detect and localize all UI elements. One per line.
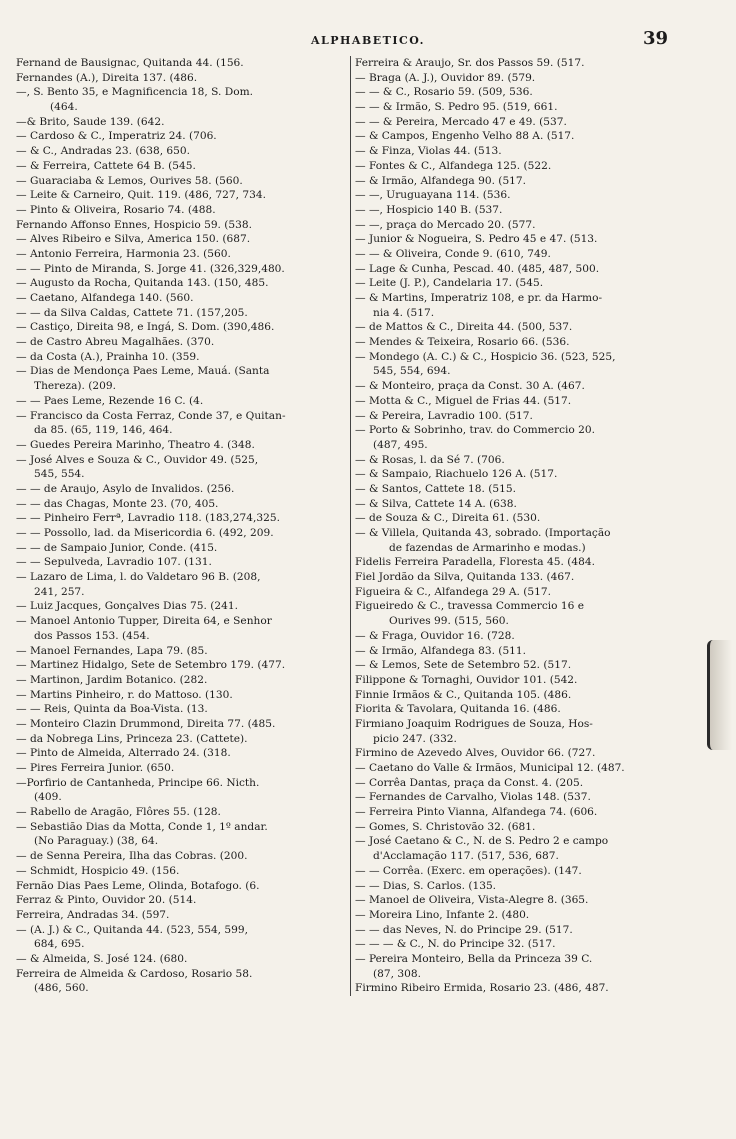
right-column xyxy=(350,56,695,996)
directory-entry-line: — Motta & C., Miguel de Frias 44. (517. xyxy=(355,394,572,407)
directory-entry-line: — Fontes & C., Alfandega 125. (522. xyxy=(355,159,552,172)
directory-entry-line: nia 4. (517. xyxy=(373,306,435,319)
directory-entry-line: — — de Araujo, Asylo de Invalidos. (256. xyxy=(16,482,235,495)
directory-entry-line: — — Corrêa. (Exerc. em operações). (147. xyxy=(355,864,582,877)
directory-entry-line: — Rabello de Aragão, Flôres 55. (128. xyxy=(16,806,221,819)
directory-entry-line: — (A. J.) & C., Quitanda 44. (523, 554, 599, xyxy=(16,923,249,936)
directory-entry-line: — — das Chagas, Monte 23. (70, 405. xyxy=(16,497,219,510)
directory-entry-line: — & Pereira, Lavradio 100. (517. xyxy=(355,409,533,422)
directory-entry-line: 684, 695. xyxy=(34,938,85,951)
directory-entry-line: — — & Oliveira, Conde 9. (610, 749. xyxy=(355,247,551,260)
directory-entry-line: Ferraz & Pinto, Ouvidor 20. (514. xyxy=(16,894,197,907)
directory-entry-line: Firmiano Joaquim Rodrigues de Souza, Hos- xyxy=(355,717,593,730)
directory-entry-line: —& Brito, Saude 139. (642. xyxy=(16,115,165,128)
directory-entry-line: 241, 257. xyxy=(34,585,85,598)
directory-entry-line: — —, praça do Mercado 20. (577. xyxy=(355,218,536,231)
directory-entry-line: — & Monteiro, praça da Const. 30 A. (467. xyxy=(355,380,585,393)
directory-entry-line: Finnie Irmãos & C., Quitanda 105. (486. xyxy=(355,688,572,701)
running-title: ALPHABETICO. xyxy=(310,34,425,47)
directory-entry-line: — Castiço, Direita 98, e Ingá, S. Dom. (390,486. xyxy=(16,321,275,334)
directory-entry-line: — da Costa (A.), Prainha 10. (359. xyxy=(16,350,200,363)
directory-entry-line: — José Alves e Souza & C., Ouvidor 49. (525, xyxy=(16,453,259,466)
directory-entry-line: de fazendas de Armarinho e modas.) xyxy=(389,541,586,554)
directory-entry-line: — & Fraga, Ouvidor 16. (728. xyxy=(355,629,515,642)
directory-entry-line: — Mondego (A. C.) & C., Hospicio 36. (523, 525, xyxy=(355,350,616,363)
directory-entry-line: Fidelis Ferreira Paradella, Floresta 45. (484. xyxy=(355,556,595,569)
directory-entry-line: — — Paes Leme, Rezende 16 C. (4. xyxy=(16,394,204,407)
directory-entry-line: dos Passos 153. (454. xyxy=(34,629,150,642)
directory-entry-line: 545, 554, 694. xyxy=(373,365,451,378)
directory-entry-line: — Pinto de Almeida, Alterrado 24. (318. xyxy=(16,747,231,760)
directory-entry-line: — —, Uruguayana 114. (536. xyxy=(355,189,511,202)
directory-entry-line: — José Caetano & C., N. de S. Pedro 2 e campo xyxy=(355,835,609,848)
directory-entry-line: — Sebastião Dias da Motta, Conde 1, 1º andar. xyxy=(16,820,268,833)
directory-entry-line: — & Martins, Imperatriz 108, e pr. da Harmo- xyxy=(355,292,603,304)
directory-entry-line: —Porfirio de Cantanheda, Principe 66. Nicth. xyxy=(16,776,260,789)
directory-entry-line: Fiorita & Tavolara, Quitanda 16. (486. xyxy=(355,703,561,716)
directory-entry-line: Ferreira de Almeida & Cardoso, Rosario 58. xyxy=(16,967,253,980)
directory-entry-line: (87, 308. xyxy=(373,967,421,980)
directory-entry-line: Filippone & Tornaghi, Ouvidor 101. (542. xyxy=(355,673,578,686)
directory-entry-line: — Pereira Monteiro, Bella da Princeza 39 C. xyxy=(355,952,593,965)
directory-entry-line: — — & C., Rosario 59. (509, 536. xyxy=(355,86,533,99)
directory-entry-line: — Caetano do Valle & Irmãos, Municipal 12. (487. xyxy=(355,762,625,774)
directory-entry-line: — Porto & Sobrinho, trav. do Commercio 20. xyxy=(355,424,595,437)
directory-entry-line: — & Rosas, l. da Sé 7. (706. xyxy=(355,453,505,466)
directory-entry-line: — & Villela, Quitanda 43, sobrado. (Importação xyxy=(355,527,611,539)
directory-entry-line: — Manoel Antonio Tupper, Direita 64, e Senhor xyxy=(16,615,272,628)
directory-entry-line: Fiel Jordão da Silva, Quitanda 133. (467. xyxy=(355,571,575,584)
directory-entry-line: — Alves Ribeiro e Silva, America 150. (687. xyxy=(16,233,251,246)
directory-entry-line: Figueiredo & C., travessa Commercio 16 e xyxy=(355,600,585,613)
directory-entry-line: — Manoel Fernandes, Lapa 79. (85. xyxy=(16,644,208,657)
directory-entry-line: — Mendes & Teixeira, Rosario 66. (536. xyxy=(355,336,570,349)
directory-entry-line: — Antonio Ferreira, Harmonia 23. (560. xyxy=(16,247,231,260)
directory-entry-line: — Martinez Hidalgo, Sete de Setembro 179. (477. xyxy=(16,659,286,672)
directory-entry-line: — Pires Ferreira Junior. (650. xyxy=(16,762,175,774)
directory-entry-line: — Leite (J. P.), Candelaria 17. (545. xyxy=(355,277,544,290)
directory-entry-line: — — — & C., N. do Principe 32. (517. xyxy=(355,938,556,951)
directory-entry-line: — Lazaro de Lima, l. do Valdetaro 96 B. (208, xyxy=(16,571,261,584)
directory-entry-line: —, S. Bento 35, e Magnificencia 18, S. Dom. xyxy=(16,86,254,99)
directory-entry-line: — de Senna Pereira, Ilha das Cobras. (200. xyxy=(16,850,248,863)
directory-entry-line: (No Paraguay.) (38, 64. xyxy=(34,835,159,848)
page-number: 39 xyxy=(642,28,668,49)
directory-entry-line: (464. xyxy=(50,101,78,114)
directory-entry-line: — — das Neves, N. do Principe 29. (517. xyxy=(355,923,573,936)
directory-entry-line: — Schmidt, Hospicio 49. (156. xyxy=(16,864,180,877)
directory-entry-line: — de Castro Abreu Magalhães. (370. xyxy=(16,336,215,349)
directory-entry-line: — & Santos, Cattete 18. (515. xyxy=(355,482,516,495)
directory-entry-line: — & Silva, Cattete 14 A. (638. xyxy=(355,497,517,510)
directory-entry-line: — —, Hospicio 140 B. (537. xyxy=(355,203,503,216)
directory-entry-line: — & Finza, Violas 44. (513. xyxy=(355,145,502,158)
directory-entry-line: Fernão Dias Paes Leme, Olinda, Botafogo. (6. xyxy=(16,879,260,892)
directory-entry-line: Fernandes (A.), Direita 137. (486. xyxy=(16,71,198,84)
directory-entry-line: — — de Sampaio Junior, Conde. (415. xyxy=(16,541,218,554)
directory-entry-line: — — da Silva Caldas, Cattete 71. (157,205. xyxy=(16,306,248,319)
directory-entry-line: Firmino de Azevedo Alves, Ouvidor 66. (727. xyxy=(355,747,596,760)
directory-entry-line: — & Almeida, S. José 124. (680. xyxy=(16,952,188,965)
directory-entry-line: Ourives 99. (515, 560. xyxy=(389,615,509,628)
directory-entry-line: — Fernandes de Carvalho, Violas 148. (537. xyxy=(355,791,591,804)
directory-entry-line: — — Pinto de Miranda, S. Jorge 41. (326,329,480. xyxy=(16,262,285,275)
directory-entry-line: Fernand de Bausignac, Quitanda 44. (156. xyxy=(16,57,244,69)
directory-entry-line: — Moreira Lino, Infante 2. (480. xyxy=(355,908,530,921)
directory-entry-line: Ferreira & Araujo, Sr. dos Passos 59. (517. xyxy=(355,57,585,69)
directory-entry-line: (486, 560. xyxy=(34,982,89,995)
directory-entry-line: Firmino Ribeiro Ermida, Rosario 23. (486, 487. xyxy=(355,982,609,995)
directory-entry-line: — Junior & Nogueira, S. Pedro 45 e 47. (513. xyxy=(355,233,598,246)
directory-entry-line: — — Sepulveda, Lavradio 107. (131. xyxy=(16,556,212,569)
directory-entry-line: Figueira & C., Alfandega 29 A. (517. xyxy=(355,585,551,598)
directory-entry-line: — de Souza & C., Direita 61. (530. xyxy=(355,512,541,525)
directory-entry-line: picio 247. (332. xyxy=(373,732,457,745)
directory-entry-line: d'Acclamação 117. (517, 536, 687. xyxy=(373,850,559,863)
directory-entry-line: — Braga (A. J.), Ouvidor 89. (579. xyxy=(355,71,536,84)
directory-entry-line: — Leite & Carneiro, Quit. 119. (486, 727, 734. xyxy=(16,189,266,202)
directory-entry-line: — Pinto & Oliveira, Rosario 74. (488. xyxy=(16,203,216,216)
directory-entry-line: — da Nobrega Lins, Princeza 23. (Cattete). xyxy=(16,732,248,745)
directory-entry-line: — Guedes Pereira Marinho, Theatro 4. (348. xyxy=(16,438,255,451)
directory-entry-line: — — Possollo, lad. da Misericordia 6. (492, 209. xyxy=(16,527,274,539)
directory-entry-line: — Lage & Cunha, Pescad. 40. (485, 487, 500. xyxy=(355,262,600,275)
directory-entry-line: — Guaraciaba & Lemos, Ourives 58. (560. xyxy=(16,174,243,187)
directory-entry-line: — & C., Andradas 23. (638, 650. xyxy=(16,145,191,158)
binding-clip-mark xyxy=(707,640,732,750)
directory-entry-line: — & Campos, Engenho Velho 88 A. (517. xyxy=(355,130,575,143)
directory-entry-line: 545, 554. xyxy=(34,468,85,481)
directory-entry-line: — Ferreira Pinto Vianna, Alfandega 74. (606. xyxy=(355,806,598,819)
directory-entry-line: — Luiz Jacques, Gonçalves Dias 75. (241. xyxy=(16,600,238,613)
left-column xyxy=(16,56,358,996)
directory-entry-line: — & Irmão, Alfandega 83. (511. xyxy=(355,644,527,657)
directory-entry-line: — & Sampaio, Riachuelo 126 A. (517. xyxy=(355,468,558,481)
directory-entry-line: — Monteiro Clazin Drummond, Direita 77. (485. xyxy=(16,717,276,730)
directory-entry-line: — Cardoso & C., Imperatriz 24. (706. xyxy=(16,130,217,143)
directory-entry-line: — Francisco da Costa Ferraz, Conde 37, e Quitan- xyxy=(16,409,286,422)
directory-entry-line: — — Pinheiro Ferrª, Lavradio 118. (183,274,325. xyxy=(16,512,280,525)
directory-entry-line: — Caetano, Alfandega 140. (560. xyxy=(16,292,194,304)
directory-entry-line: — Manoel de Oliveira, Vista-Alegre 8. (365. xyxy=(355,894,589,907)
directory-entry-line: Thereza). (209. xyxy=(34,380,116,393)
directory-entry-line: (487, 495. xyxy=(373,438,428,451)
directory-entry-line: — & Ferreira, Cattete 64 B. (545. xyxy=(16,159,196,172)
directory-entry-line: — — & Pereira, Mercado 47 e 49. (537. xyxy=(355,115,567,128)
directory-entry-line: — de Mattos & C., Direita 44. (500, 537. xyxy=(355,321,573,334)
directory-entry-line: da 85. (65, 119, 146, 464. xyxy=(34,424,173,437)
directory-entry-line: — & Irmão, Alfandega 90. (517. xyxy=(355,174,527,187)
directory-entry-line: Ferreira, Andradas 34. (597. xyxy=(16,908,170,921)
directory-entry-line: (409. xyxy=(34,791,62,804)
directory-entry-line: — — & Irmão, S. Pedro 95. (519, 661. xyxy=(355,101,558,114)
directory-entry-line: — Martins Pinheiro, r. do Mattoso. (130. xyxy=(16,688,233,701)
directory-entry-line: — & Lemos, Sete de Setembro 52. (517. xyxy=(355,659,572,672)
directory-entry-line: — Gomes, S. Christovão 32. (681. xyxy=(355,820,536,833)
directory-entry-line: — — Dias, S. Carlos. (135. xyxy=(355,879,497,892)
directory-entry-line: — Augusto da Rocha, Quitanda 143. (150, 485. xyxy=(16,277,269,290)
directory-entry-line: — — Reis, Quinta da Boa-Vista. (13. xyxy=(16,703,208,716)
directory-entry-line: — Dias de Mendonça Paes Leme, Mauá. (Santa xyxy=(16,365,270,378)
directory-entry-line: — Corrêa Dantas, praça da Const. 4. (205. xyxy=(355,776,584,789)
directory-entry-line: — Martinon, Jardim Botanico. (282. xyxy=(16,673,208,686)
directory-entry-line: Fernando Affonso Ennes, Hospicio 59. (538. xyxy=(16,218,253,231)
